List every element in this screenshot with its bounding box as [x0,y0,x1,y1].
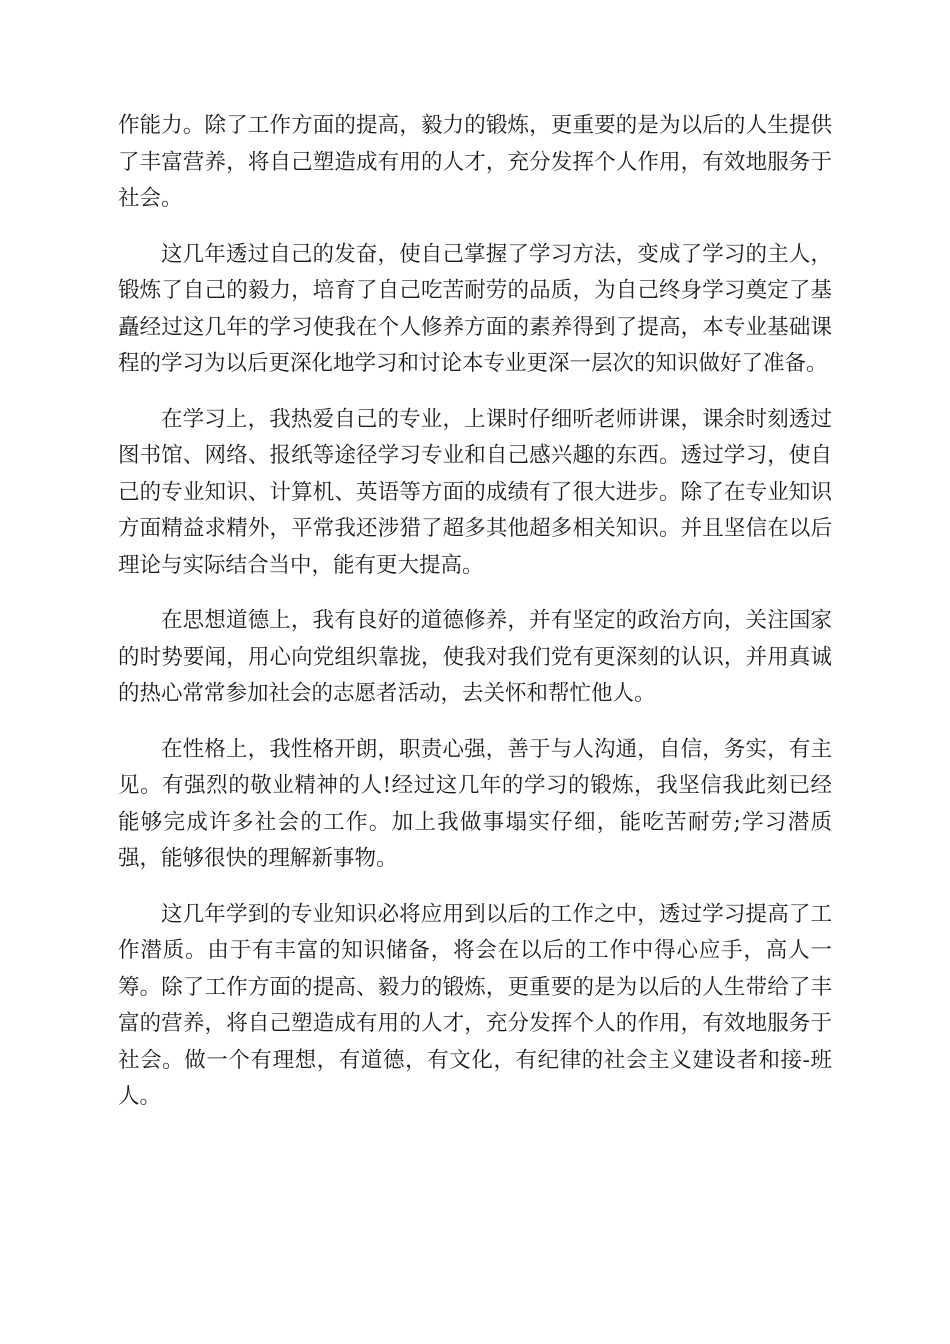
paragraph-4: 在思想道德上，我有良好的道德修养，并有坚定的政治方向，关注国家的时势要闻，用心向党组织靠拢，使我对我们党有更深刻的认识，并用真诚的热心常常参加社会的志愿者活动，去关怀和帮忙他人。 [118,608,832,706]
paragraph-3: 在学习上，我热爱自己的专业，上课时仔细听老师讲课，课余时刻透过图书馆、网络、报纸等途径学习专业和自己感兴趣的东西。透过学习，使自己的专业知识、计算机、英语等方面的成绩有了很大进步。除了在专业知识方面精益求精外，平常我还涉猎了超多其他超多相关知识。并且坚信在以后理论与实际结合当中，能有更大提高。 [118,406,832,578]
paragraph-1: 作能力。除了工作方面的提高，毅力的锻炼，更重要的是为以后的人生提供了丰富营养，将自己塑造成有用的人才，充分发挥个人作用，有效地服务于社会。 [118,113,832,211]
paragraph-6: 这几年学到的专业知识必将应用到以后的工作之中，透过学习提高了工作潜质。由于有丰富的知识储备，将会在以后的工作中得心应手，高人一筹。除了工作方面的提高、毅力的锻炼，更重要的是为以后的人生带给了丰富的营养，将自己塑造成有用的人才，充分发挥个人的作用，有效地服务于社会。做一个有理想，有道德，有文化，有纪律的社会主义建设者和接-班人。 [118,901,832,1109]
paragraph-2: 这几年透过自己的发奋，使自己掌握了学习方法，变成了学习的主人，锻炼了自己的毅力，培育了自己吃苦耐劳的品质，为自己终身学习奠定了基矗经过这几年的学习使我在个人修养方面的素养得到了提高，本专业基础课程的学习为以后更深化地学习和讨论本专业更深一层次的知识做好了准备。 [118,241,832,376]
paragraph-5: 在性格上，我性格开朗，职责心强，善于与人沟通，自信，务实，有主见。有强烈的敬业精神的人!经过这几年的学习的锻炼，我坚信我此刻已经能够完成许多社会的工作。加上我做事塌实仔细，能吃苦耐劳;学习潜质强，能够很快的理解新事物。 [118,736,832,871]
